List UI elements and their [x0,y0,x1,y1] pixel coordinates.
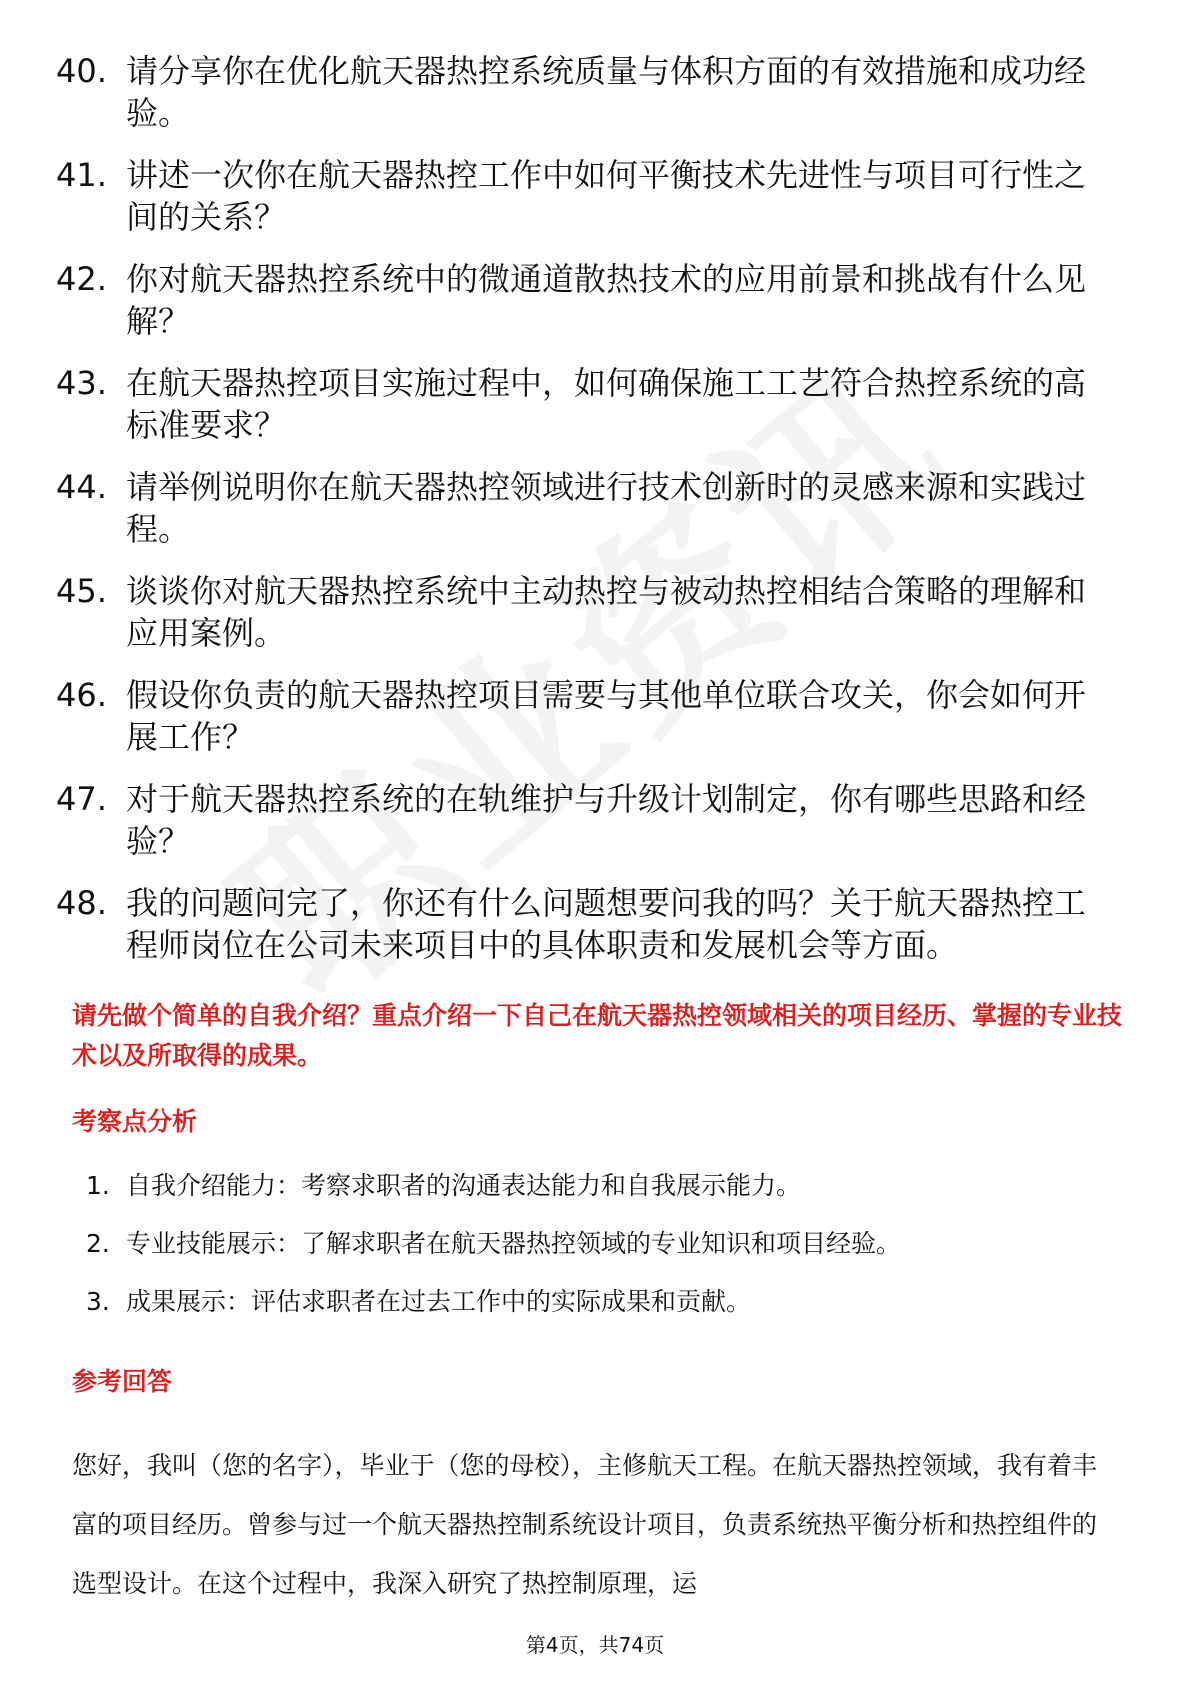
question-text: 请举例说明你在航天器热控领域进行技术创新时的灵感来源和实践过程。 [126,468,1087,548]
analysis-number: 3. [86,1287,110,1316]
question-number: 41. [56,156,107,194]
analysis-item [86,1166,1106,1206]
question-item [56,570,1116,654]
question-text: 你对航天器热控系统中的微通道散热技术的应用前景和挑战有什么见解？ [126,260,1087,340]
answer-heading: 参考回答 [72,1367,173,1396]
question-number: 43. [56,364,107,402]
analysis-item [86,1224,1106,1264]
analysis-text: 专业技能展示：了解求职者在航天器热控领域的专业知识和项目经验。 [126,1229,902,1258]
question-text: 我的问题问完了，你还有什么问题想要问我的吗？关于航天器热控工程师岗位在公司未来项目中的具体职责和发展机会等方面。 [126,884,1087,964]
question-text: 请分享你在优化航天器热控系统质量与体积方面的有效措施和成功经验。 [126,52,1087,132]
analysis-text: 成果展示：评估求职者在过去工作中的实际成果和贡献。 [126,1287,752,1316]
answer-paragraph: 您好，我叫（您的名字），毕业于（您的母校），主修航天工程。在航天器热控领域，我有着丰富的项目经历。曾参与过一个航天器热控制系统设计项目，负责系统热平衡分析和热控组件的选型设计。在这个过程中，我深入研究了热控制原理，运 [72,1451,1098,1598]
question-text: 对于航天器热控系统的在轨维护与升级计划制定，你有哪些思路和经验？ [126,780,1087,860]
question-number: 40. [56,52,107,90]
question-item [56,154,1116,238]
analysis-item [86,1282,1106,1322]
intro-question: 请先做个简单的自我介绍？重点介绍一下自己在航天器热控领域相关的项目经历、掌握的专业技术以及所取得的成果。 [72,1001,1123,1070]
question-item [56,466,1116,550]
analysis-number: 2. [86,1229,110,1258]
question-number: 42. [56,260,107,298]
page-footer: 第4页，共74页 [525,1633,665,1657]
question-text: 讲述一次你在航天器热控工作中如何平衡技术先进性与项目可行性之间的关系？ [126,156,1087,236]
question-number: 44. [56,468,107,506]
question-item [56,882,1116,966]
question-text: 在航天器热控项目实施过程中，如何确保施工工艺符合热控系统的高标准要求？ [126,364,1087,444]
question-number: 45. [56,572,107,610]
analysis-heading: 考察点分析 [72,1107,198,1136]
question-item [56,362,1116,446]
question-text: 假设你负责的航天器热控项目需要与其他单位联合攻关，你会如何开展工作？ [126,676,1087,756]
analysis-list [86,1166,1106,1340]
question-list [56,50,1116,986]
question-text: 谈谈你对航天器热控系统中主动热控与被动热控相结合策略的理解和应用案例。 [126,572,1087,652]
analysis-text: 自我介绍能力：考察求职者的沟通表达能力和自我展示能力。 [126,1171,802,1200]
question-number: 46. [56,676,107,714]
question-item [56,258,1116,342]
question-item [56,50,1116,134]
analysis-number: 1. [86,1171,110,1200]
question-item [56,778,1116,862]
question-number: 48. [56,884,107,922]
question-number: 47. [56,780,107,818]
question-item [56,674,1116,758]
